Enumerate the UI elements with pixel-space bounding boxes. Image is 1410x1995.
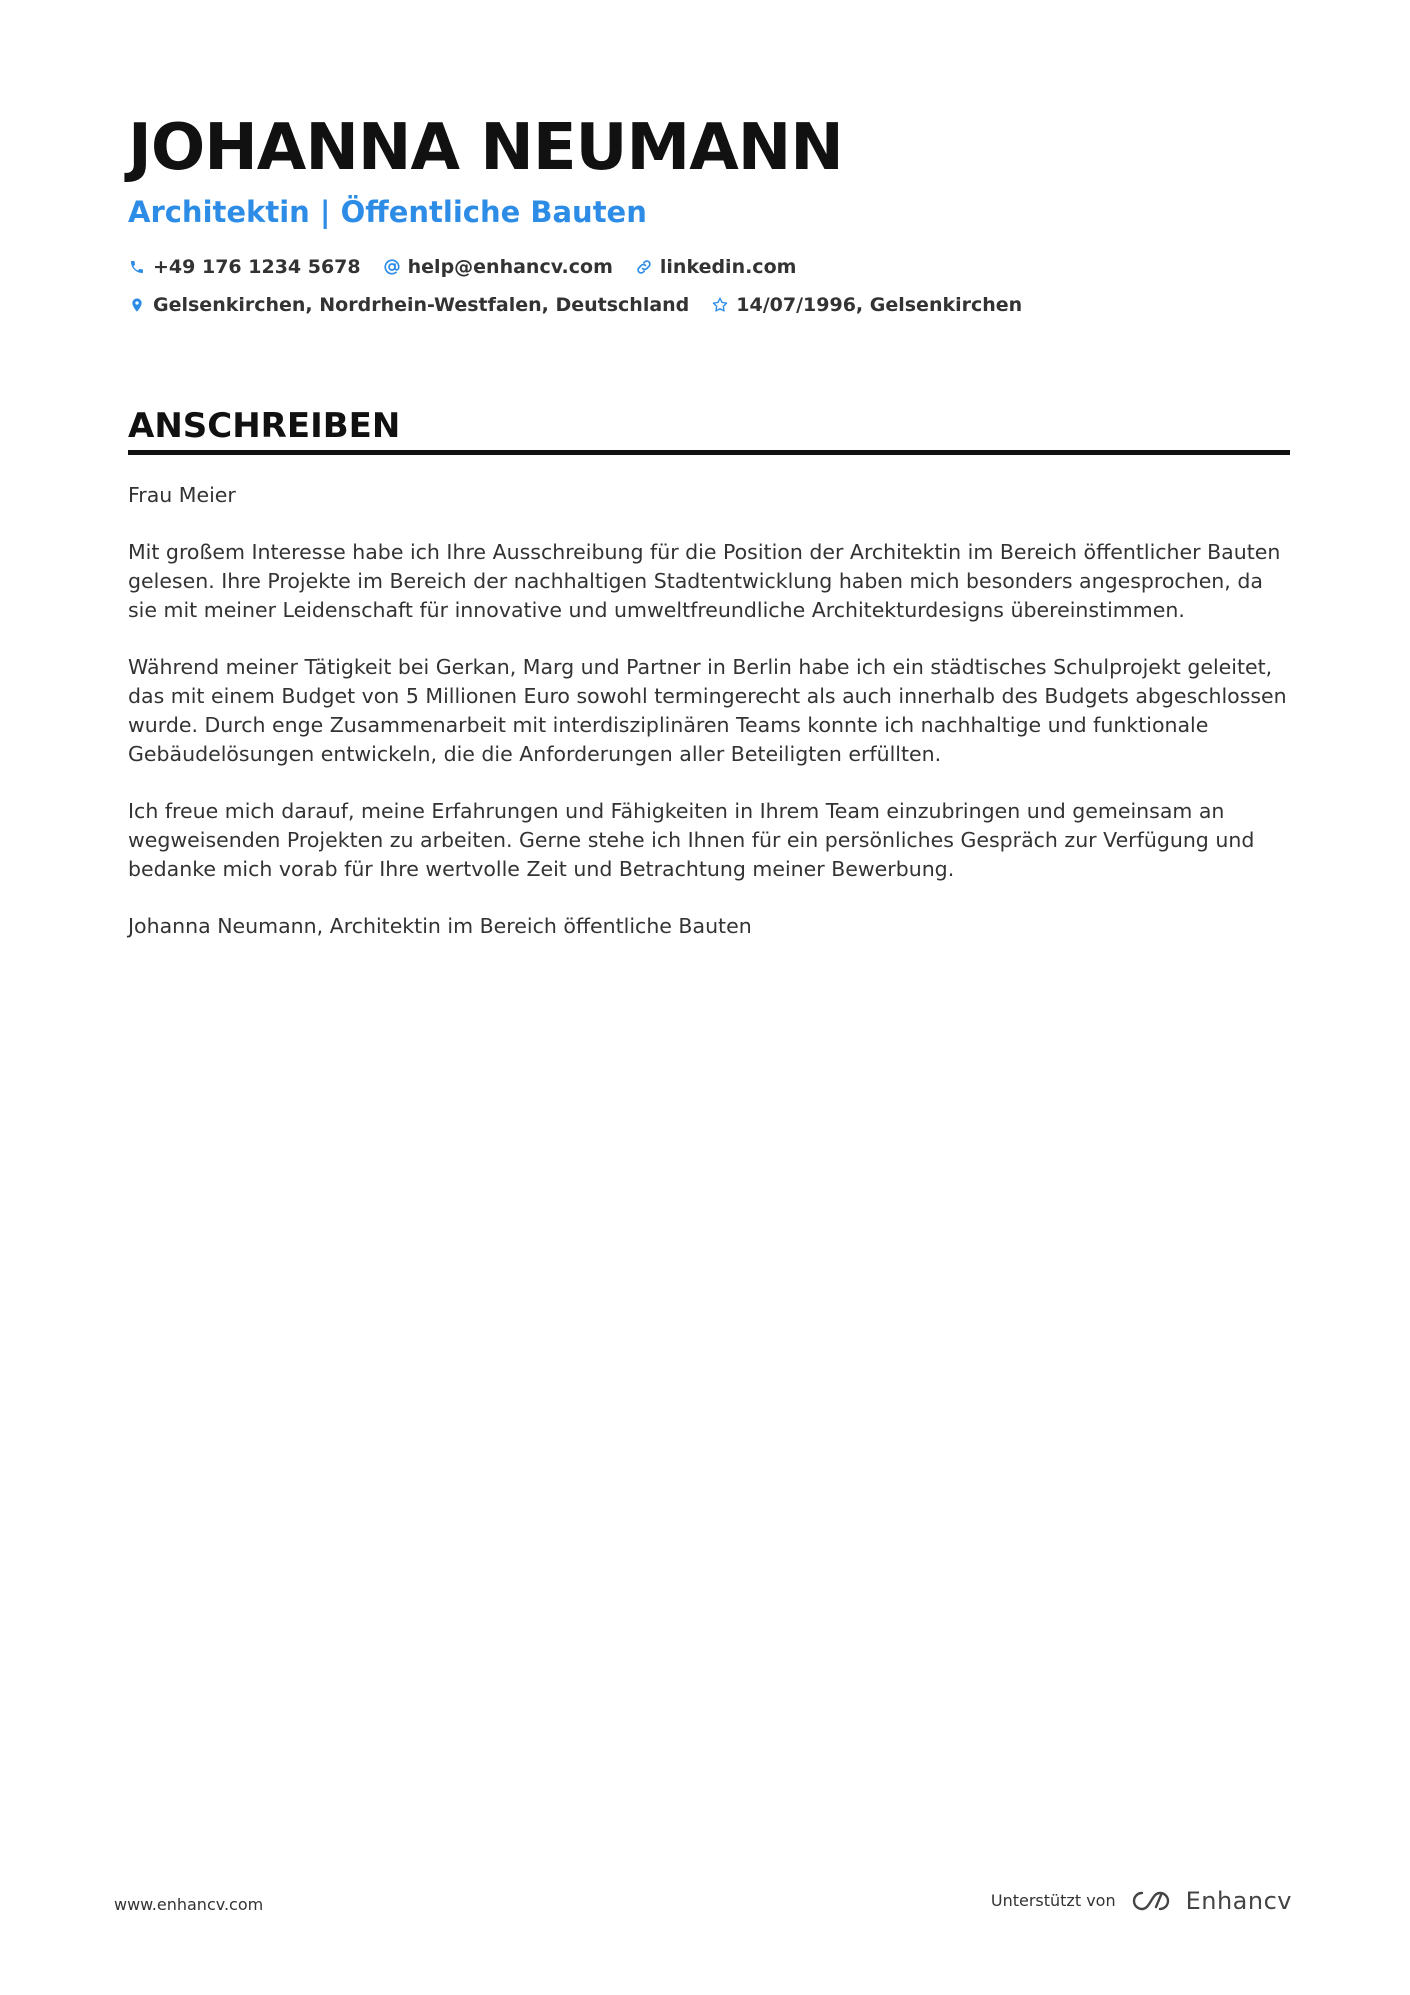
at-icon (383, 258, 401, 276)
contact-linkedin[interactable] (635, 254, 797, 280)
contact-phone (128, 254, 361, 280)
contact-linkedin-text: linkedin.com (659, 256, 797, 278)
contact-birth-text: 14/07/1996, Gelsenkirchen (736, 294, 1023, 316)
enhancv-logo-icon (1128, 1888, 1176, 1914)
salutation: Frau Meier (128, 483, 236, 507)
letter-paragraph: Während meiner Tätigkeit bei Gerkan, Marg und Partner in Berlin habe ich ein städtisches Schulprojekt geleitet, das mit einem Budget von 5 Millionen Euro sowohl termingerecht als auch innerhalb des Budgets abgeschlossen wurde. Durch enge Zusammenarbeit mit interdisziplinären Teams konnte ich nachhaltige und funktionale Gebäudelösungen entwickeln, die die Anforderungen aller Beteiligten erfüllten. (128, 655, 1287, 766)
signature-line: Johanna Neumann, Architektin im Bereich öffentliche Bauten (128, 914, 752, 938)
star-icon (711, 296, 729, 314)
job-title: Architektin | Öffentliche Bauten (128, 195, 647, 229)
link-icon (635, 258, 653, 276)
contact-location-text: Gelsenkirchen, Nordrhein-Westfalen, Deutschland (153, 294, 690, 316)
phone-icon (128, 258, 146, 276)
contact-email[interactable] (383, 254, 613, 280)
header (128, 108, 1288, 318)
letter-paragraph: Mit großem Interesse habe ich Ihre Ausschreibung für die Position der Architektin im Bereich öffentlicher Bauten gelesen. Ihre Projekte im Bereich der nachhaltigen Stadtentwicklung haben mich besonders angesprochen, da sie mit meiner Leidenschaft für innovative und umweltfreundliche Architekturdesigns übereinstimmen. (128, 540, 1281, 622)
footer-website[interactable]: www.enhancv.com (114, 1895, 264, 1914)
letter-paragraph: Ich freue mich darauf, meine Erfahrungen und Fähigkeiten in Ihrem Team einzubringen und gemeinsam an wegweisenden Projekten zu arbeiten. Gerne stehe ich Ihnen für ein persönliches Gespräch zur Verfügung und bedanke mich vorab für Ihre wertvolle Zeit und Betrachtung meiner Bewerbung. (128, 799, 1255, 881)
contact-list (128, 254, 1288, 318)
location-pin-icon (128, 296, 146, 314)
letter-body (128, 481, 1290, 941)
cover-letter-section (128, 404, 1290, 969)
footer-branding[interactable] (991, 1886, 1292, 1916)
brand-name: Enhancv (1185, 1887, 1292, 1915)
contact-email-text: help@enhancv.com (407, 256, 613, 278)
contact-location (128, 292, 689, 318)
contact-birth (711, 292, 1022, 318)
contact-phone-text: +49 176 1234 5678 (153, 256, 361, 278)
powered-by-label: Unterstützt von (990, 1891, 1116, 1910)
candidate-name: JOHANNA NEUMANN (128, 111, 843, 185)
section-title: ANSCHREIBEN (128, 404, 1290, 455)
